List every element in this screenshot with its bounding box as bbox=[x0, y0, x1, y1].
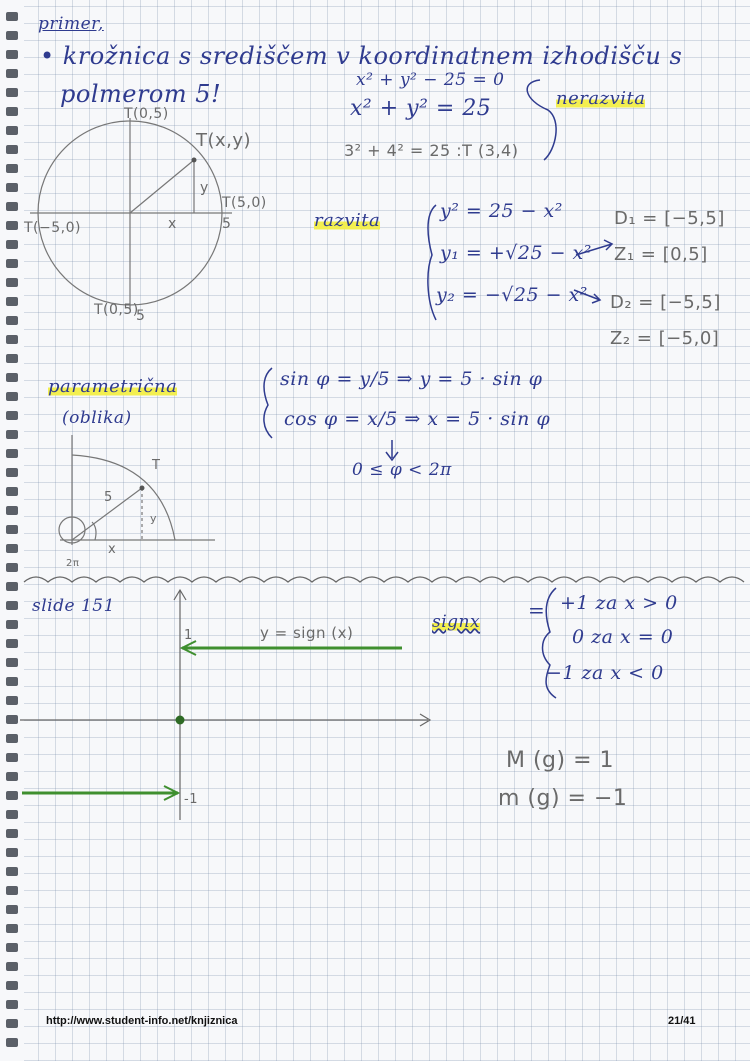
sketch-x: x bbox=[108, 542, 117, 557]
sketch-5: 5 bbox=[104, 490, 113, 505]
label-oblika: (oblika) bbox=[62, 408, 132, 428]
razvita-eq1: y² = 25 − x² bbox=[440, 200, 563, 222]
label-y: y bbox=[200, 180, 209, 196]
brace-razvita bbox=[428, 205, 436, 320]
tick-minus-one: -1 bbox=[184, 792, 198, 807]
footer-url[interactable]: http://www.student-info.net/knjiznica bbox=[46, 1015, 238, 1027]
graph-label: y = sign (x) bbox=[260, 624, 354, 642]
label-five-right: 5 bbox=[222, 216, 232, 232]
tick-one: 1 bbox=[184, 628, 193, 643]
eq-standard: x² + y² = 25 bbox=[350, 96, 492, 121]
eq-check: 3² + 4² = 25 :T (3,4) bbox=[344, 141, 519, 160]
signx-row1: +1 za x > 0 bbox=[560, 592, 678, 614]
page-number: 21/41 bbox=[668, 1015, 696, 1027]
wavy-divider bbox=[24, 577, 744, 582]
sketch-2pi: 2π bbox=[66, 558, 80, 569]
intro-line1: • krožnica s središčem v koordinatnem izhodišču s bbox=[40, 42, 683, 70]
signx-row3: −1 za x < 0 bbox=[546, 662, 664, 684]
razvita-eq3: y₂ = −√25 − x² bbox=[436, 284, 588, 306]
header-primer: primer, bbox=[38, 14, 104, 34]
range-z1: Z₁ = [0,5] bbox=[614, 244, 708, 265]
max-value: M (g) = 1 bbox=[506, 748, 615, 773]
point-marker bbox=[192, 158, 197, 163]
label-signx: signx bbox=[432, 612, 481, 632]
parametric-sketch bbox=[59, 435, 215, 545]
intro-line2: polmerom 5! bbox=[60, 80, 222, 108]
label-left-point: T(−5,0) bbox=[24, 220, 81, 236]
signx-row2: 0 za x = 0 bbox=[572, 626, 674, 648]
label-txy: T(x,y) bbox=[196, 130, 252, 151]
param-eq1: sin φ = y/5 ⇒ y = 5 · sin φ bbox=[280, 368, 543, 390]
label-bottom-point: T(0,5) bbox=[94, 302, 139, 318]
label-nerazvita: nerazvita bbox=[556, 88, 646, 109]
label-razvita: razvita bbox=[314, 210, 381, 231]
signx-equals: = bbox=[528, 598, 546, 622]
domain-d1: D₁ = [−5,5] bbox=[614, 208, 725, 229]
param-eq2: cos φ = x/5 ⇒ x = 5 · sin φ bbox=[284, 408, 551, 430]
sign-axes bbox=[20, 590, 430, 820]
arrow-down bbox=[386, 440, 398, 460]
param-point bbox=[140, 486, 145, 491]
param-range: 0 ≤ φ < 2π bbox=[352, 460, 452, 480]
label-top-point: T(0,5) bbox=[124, 106, 169, 122]
sketch-y: y bbox=[150, 512, 158, 525]
sketch-t: T bbox=[152, 458, 161, 473]
domain-d2: D₂ = [−5,5] bbox=[610, 292, 721, 313]
label-five-bottom: 5 bbox=[136, 308, 146, 324]
label-parametricna: parametrična bbox=[48, 376, 178, 397]
label-right-point: T(5,0) bbox=[222, 195, 267, 211]
brace-right bbox=[527, 80, 556, 160]
eq-implicit: x² + y² − 25 = 0 bbox=[356, 70, 505, 90]
min-value: m (g) = −1 bbox=[498, 786, 628, 811]
label-x: x bbox=[168, 216, 177, 232]
slide-title: slide 151 bbox=[32, 596, 115, 616]
radius-line bbox=[130, 160, 194, 213]
origin-dot bbox=[176, 716, 185, 725]
brace-parametric bbox=[264, 368, 272, 438]
razvita-eq2: y₁ = +√25 − x² bbox=[440, 242, 592, 264]
range-z2: Z₂ = [−5,0] bbox=[610, 328, 720, 349]
